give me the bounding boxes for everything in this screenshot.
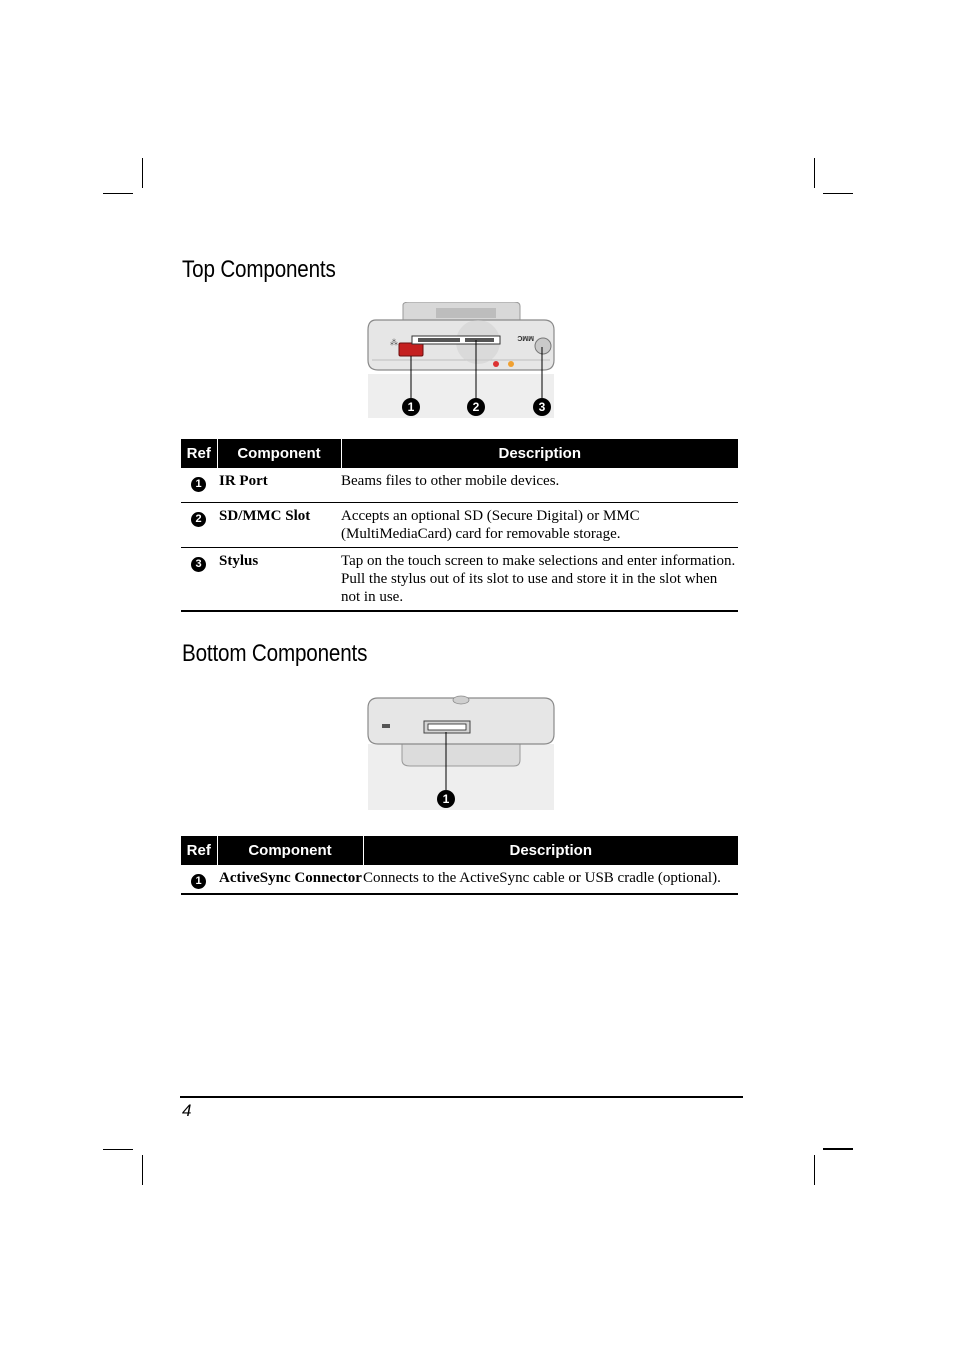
table-row: [181, 548, 738, 612]
callout-1: 1: [442, 792, 450, 806]
section-heading-bottom: Bottom Components: [182, 640, 368, 667]
top-components-table: [181, 439, 738, 612]
crop-mark: [823, 193, 853, 194]
crop-mark: [814, 158, 815, 188]
column-header-ref: Ref: [181, 439, 217, 468]
callout-3: 3: [538, 400, 546, 414]
callout-1: 1: [407, 400, 415, 414]
column-header-ref: Ref: [181, 836, 217, 865]
crop-mark: [142, 158, 143, 188]
component-name: IR Port: [217, 468, 341, 503]
component-description: Connects to the ActiveSync cable or USB cradle (optional).: [363, 865, 738, 894]
component-name: Stylus: [217, 548, 341, 612]
ref-number-badge: 1: [191, 874, 206, 889]
component-description: Accepts an optional SD (Secure Digital) or MMC (MultiMediaCard) card for removable storage.: [341, 503, 738, 548]
column-header-component: Component: [217, 836, 363, 865]
crop-mark: [103, 1149, 133, 1150]
svg-text:⁂: ⁂: [390, 338, 398, 347]
page-number: 4: [182, 1101, 192, 1120]
column-header-description: Description: [341, 439, 738, 468]
footer-rule: [180, 1096, 743, 1098]
callout-2: 2: [472, 400, 480, 414]
column-header-component: Component: [217, 439, 341, 468]
device-bottom-view-figure: [366, 694, 556, 812]
crop-mark: [823, 1148, 853, 1150]
crop-mark: [142, 1155, 143, 1185]
component-name: ActiveSync Connector: [217, 865, 363, 894]
crop-mark: [814, 1155, 815, 1185]
table-row: [181, 503, 738, 548]
component-name: SD/MMC Slot: [217, 503, 341, 548]
bottom-components-table: [181, 836, 738, 895]
table-row: [181, 865, 738, 894]
column-header-description: Description: [363, 836, 738, 865]
svg-text:MMC: MMC: [517, 334, 534, 341]
component-description: Tap on the touch screen to make selections and enter information. Pull the stylus out of its slot to use and store it in the slot when not in use.: [341, 548, 738, 612]
ref-number-badge: 2: [191, 512, 206, 527]
component-description: Beams files to other mobile devices.: [341, 468, 738, 503]
ref-number-badge: 1: [191, 477, 206, 492]
section-heading-top: Top Components: [182, 256, 336, 283]
device-top-view-figure: [366, 302, 556, 420]
ref-number-badge: 3: [191, 557, 206, 572]
crop-mark: [103, 193, 133, 194]
table-row: [181, 468, 738, 503]
